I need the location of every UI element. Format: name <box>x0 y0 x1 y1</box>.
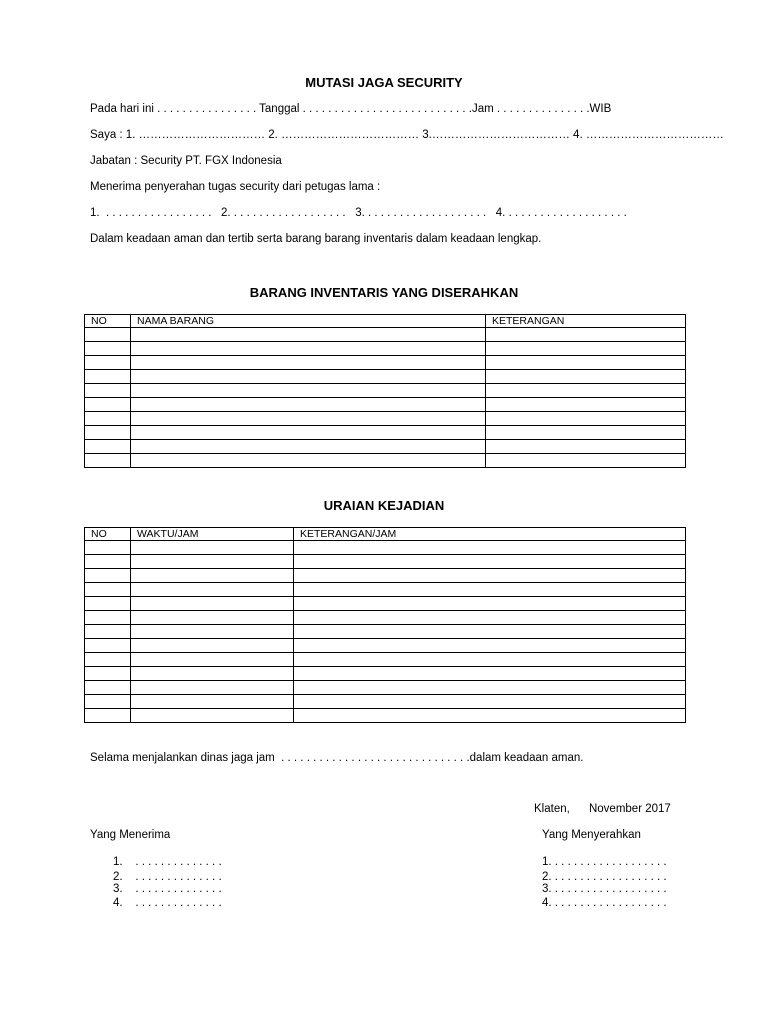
table-cell <box>131 541 294 555</box>
table-cell <box>85 709 131 723</box>
table-cell <box>131 583 294 597</box>
table-cell <box>486 412 686 426</box>
receiver-label: Yang Menerima <box>90 829 171 841</box>
position-line: Jabatan : Security PT. FGX Indonesia <box>90 155 282 167</box>
table-cell <box>294 583 686 597</box>
table-cell <box>294 625 686 639</box>
table-cell <box>85 681 131 695</box>
table-row <box>85 569 686 583</box>
table-row <box>85 454 686 468</box>
table-cell <box>486 440 686 454</box>
table-row <box>85 611 686 625</box>
table-row <box>85 328 686 342</box>
incident-table <box>84 527 686 723</box>
table-cell <box>131 597 294 611</box>
table-cell <box>294 555 686 569</box>
table-cell <box>131 569 294 583</box>
table-cell <box>85 625 131 639</box>
table-row <box>85 667 686 681</box>
table-cell <box>131 681 294 695</box>
receiver-signature-line: 3. . . . . . . . . . . . . . . <box>113 883 222 895</box>
table-cell <box>294 569 686 583</box>
table-cell <box>85 412 131 426</box>
receiver-signature-line: 1. . . . . . . . . . . . . . . <box>113 856 222 868</box>
table-cell <box>131 709 294 723</box>
previous-officers-line: 1. . . . . . . . . . . . . . . . . . 2. . . . . . . . . . . . . . . . . . . 3. . . . . . . . . . . . . . . . . . . . 4. . . . . . . . . . . . . . . . . . . . <box>90 207 627 219</box>
table-row <box>85 625 686 639</box>
column-header: NO <box>85 315 131 328</box>
table-cell <box>85 667 131 681</box>
receiver-signature-line: 2. . . . . . . . . . . . . . . <box>113 871 222 883</box>
table-cell <box>131 695 294 709</box>
table-cell <box>294 681 686 695</box>
table-cell <box>131 412 486 426</box>
table-row <box>85 541 686 555</box>
table-cell <box>131 384 486 398</box>
table-cell <box>486 356 686 370</box>
table-row <box>85 426 686 440</box>
column-header: KETERANGAN/JAM <box>294 528 686 541</box>
table-cell <box>131 426 486 440</box>
inventory-title: BARANG INVENTARIS YANG DISERAHKAN <box>249 285 519 300</box>
table-cell <box>294 695 686 709</box>
table-cell <box>294 541 686 555</box>
table-cell <box>85 328 131 342</box>
table-cell <box>131 328 486 342</box>
table-cell <box>131 667 294 681</box>
table-cell <box>85 356 131 370</box>
table-cell <box>486 342 686 356</box>
condition-line: Dalam keadaan aman dan tertib serta barang barang inventaris dalam keadaan lengkap. <box>90 233 542 245</box>
table-row <box>85 653 686 667</box>
table-cell <box>85 611 131 625</box>
handover-line: Menerima penyerahan tugas security dari petugas lama : <box>90 181 381 193</box>
table-row <box>85 709 686 723</box>
giver-signature-line: 1. . . . . . . . . . . . . . . . . . . <box>542 856 667 868</box>
table-header-row <box>85 528 686 541</box>
table-cell <box>294 667 686 681</box>
table-cell <box>85 597 131 611</box>
table-row <box>85 583 686 597</box>
table-cell <box>85 653 131 667</box>
table-cell <box>486 370 686 384</box>
table-cell <box>486 454 686 468</box>
table-cell <box>85 583 131 597</box>
table-cell <box>131 653 294 667</box>
table-cell <box>131 440 486 454</box>
table-cell <box>294 653 686 667</box>
column-header: NO <box>85 528 131 541</box>
table-cell <box>85 384 131 398</box>
receiver-signature-line: 4. . . . . . . . . . . . . . . <box>113 897 222 909</box>
table-cell <box>85 555 131 569</box>
table-cell <box>131 370 486 384</box>
giver-label: Yang Menyerahkan <box>542 829 641 841</box>
table-cell <box>131 555 294 569</box>
table-cell <box>486 384 686 398</box>
table-row <box>85 639 686 653</box>
table-cell <box>131 356 486 370</box>
column-header: KETERANGAN <box>486 315 686 328</box>
page-title: MUTASI JAGA SECURITY <box>305 75 463 90</box>
table-cell <box>85 639 131 653</box>
table-cell <box>294 611 686 625</box>
table-cell <box>131 639 294 653</box>
table-row <box>85 695 686 709</box>
table-cell <box>131 625 294 639</box>
table-cell <box>486 328 686 342</box>
table-row <box>85 356 686 370</box>
table-row <box>85 398 686 412</box>
table-cell <box>85 440 131 454</box>
table-row <box>85 384 686 398</box>
table-cell <box>85 454 131 468</box>
giver-signature-line: 4. . . . . . . . . . . . . . . . . . . <box>542 897 667 909</box>
column-header: NAMA BARANG <box>131 315 486 328</box>
table-row <box>85 342 686 356</box>
table-cell <box>294 597 686 611</box>
day-date-line: Pada hari ini . . . . . . . . . . . . . . . . Tanggal . . . . . . . . . . . . . . . . . . . . . . . . . . .Jam . . . . . . . . . . . . . . .WIB <box>90 103 612 115</box>
table-row <box>85 440 686 454</box>
table-row <box>85 370 686 384</box>
column-header: WAKTU/JAM <box>131 528 294 541</box>
place-date: Klaten, November 2017 <box>534 803 671 815</box>
incident-title: URAIAN KEJADIAN <box>323 498 445 513</box>
table-cell <box>131 611 294 625</box>
table-cell <box>85 426 131 440</box>
table-header-row <box>85 315 686 328</box>
table-cell <box>85 695 131 709</box>
table-cell <box>294 709 686 723</box>
officers-line: Saya : 1. …………………………… 2. ……………………………… 3.……………………………… 4. ……………………………… <box>90 129 724 141</box>
table-cell <box>486 398 686 412</box>
table-cell <box>85 398 131 412</box>
inventory-rows <box>85 328 686 468</box>
table-row <box>85 681 686 695</box>
table-cell <box>131 342 486 356</box>
table-row <box>85 555 686 569</box>
table-cell <box>85 541 131 555</box>
table-cell <box>131 454 486 468</box>
inventory-table <box>84 314 686 468</box>
incident-rows <box>85 541 686 723</box>
table-cell <box>131 398 486 412</box>
table-row <box>85 597 686 611</box>
duty-statement: Selama menjalankan dinas jaga jam . . . . . . . . . . . . . . . . . . . . . . . . . . . . . .dalam keadaan aman. <box>90 752 584 764</box>
table-row <box>85 412 686 426</box>
table-cell <box>294 639 686 653</box>
table-cell <box>85 569 131 583</box>
giver-signature-line: 2. . . . . . . . . . . . . . . . . . . <box>542 871 667 883</box>
table-cell <box>85 342 131 356</box>
giver-signature-line: 3. . . . . . . . . . . . . . . . . . . <box>542 883 667 895</box>
table-cell <box>85 370 131 384</box>
table-cell <box>486 426 686 440</box>
